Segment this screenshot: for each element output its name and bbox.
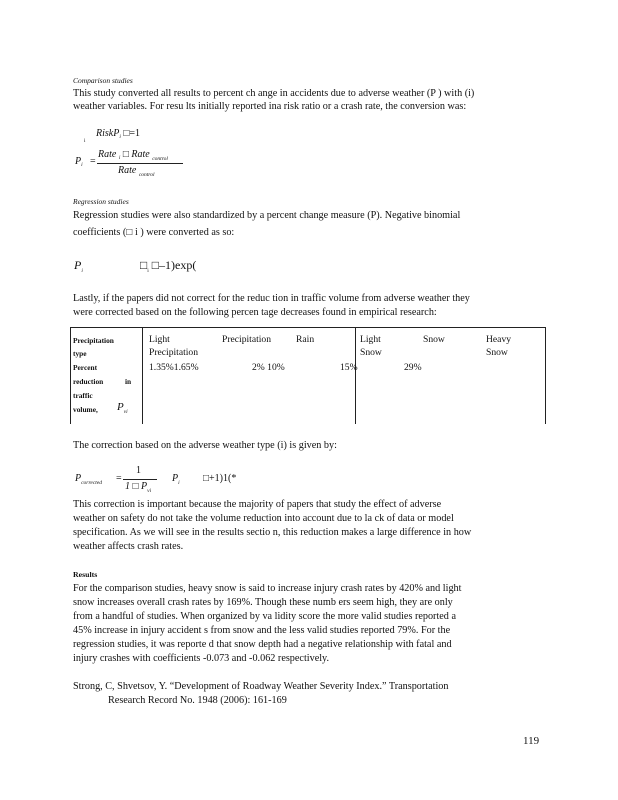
- table-col-precipitation: Precipitation: [222, 334, 272, 345]
- importance-line-2: weather on safety do not take the volume reduction into account due to la ck of data or model: [73, 513, 454, 524]
- formula3-lhs: $P_{corrected}$: [75, 473, 102, 486]
- table-col-rain: Rain: [296, 334, 315, 345]
- importance-line-1: This correction is important because the majority of papers that study the effect of adverse: [73, 499, 442, 510]
- table-value-2: 2% 10%: [252, 362, 285, 373]
- formula-i-mark: i: [84, 138, 86, 144]
- table-row-header-4b: in: [125, 377, 132, 386]
- results-line-4: 45% increase in injury accident s from snow and the less valid studies reported 79%. For the: [73, 625, 451, 636]
- results-line-5: regression studies, it was reporte d that snow depth had a negative relationship with fatal and: [73, 639, 452, 650]
- formula-denominator: Rate $_{control}$: [118, 165, 155, 178]
- table-value-4: 29%: [404, 362, 422, 373]
- results-line-1: For the comparison studies, heavy snow is said to increase injury crash rates by 420% and light: [73, 583, 462, 594]
- table-value-1: 1.35%1.65%: [149, 362, 199, 373]
- reference-line-2: Research Record No. 1948 (2006): 161-169: [108, 695, 287, 706]
- formula-lhs: $P_i$: [75, 156, 83, 168]
- results-line-2: snow increases overall crash rates by 169%. Though these numb ers seem high, they are only: [73, 597, 453, 608]
- table-col-light-precip-2: Precipitation: [149, 347, 199, 358]
- comparison-heading: Comparison studies: [73, 76, 133, 85]
- results-line-6: injury crashes with coefficients -0.073 and -0.062 respectively.: [73, 653, 330, 664]
- regression-line-1: Regression studies were also standardized by a percent change measure (P). Negative binomial: [73, 210, 461, 221]
- importance-line-3: specification. As we will see in the results sectio n, this reduction makes a large difference in how: [73, 527, 472, 538]
- formula3-denominator: 1 □ $P_{vi}$: [125, 481, 152, 494]
- table-row-header-2: type: [73, 349, 87, 358]
- formula3-tail: □+1)1(*: [203, 473, 237, 484]
- results-heading: Results: [73, 570, 98, 579]
- table-right-border: [545, 327, 546, 424]
- table-col-divider-1: [142, 327, 143, 424]
- comparison-line-2: weather variables. For resu lts initially reported ina risk ratio or a crash rate, the conversion was:: [73, 101, 467, 112]
- table-row-header-5: traffic: [73, 391, 93, 400]
- table-col-light-precip-1: Light: [149, 334, 170, 345]
- table-col-heavy-snow-1: Heavy: [486, 334, 512, 345]
- table-col-snow: Snow: [423, 334, 445, 345]
- formula2-rhs: $□_i$ □–1)exp(: [140, 258, 197, 274]
- results-line-3: from a handful of studies. When organized by va lidity score the more valid studies reported a: [73, 611, 456, 622]
- lastly-line-2: were corrected based on the following percen tage decreases found in empirical research:: [73, 307, 437, 318]
- lastly-line-1: Lastly, if the papers did not correct for the reduc tion in traffic volume from adverse weather they: [73, 293, 470, 304]
- table-left-border: [70, 327, 71, 424]
- table-col-light-snow-1: Light: [360, 334, 381, 345]
- formula3-fraction-bar: [123, 479, 157, 480]
- formula3-numerator: 1: [136, 465, 141, 476]
- comparison-line-1: This study converted all results to percent ch ange in accidents due to adverse weather (P ) with (i): [73, 88, 475, 99]
- table-row-header-1: Precipitation: [73, 336, 114, 345]
- table-col-heavy-snow-2: Snow: [486, 347, 508, 358]
- formula-fraction-bar: [97, 163, 183, 164]
- page-number: 119: [523, 735, 540, 747]
- formula-numerator: Rate $_i$ □ Rate $_{control}$: [98, 149, 168, 162]
- reference-line-1: Strong, C, Shvetsov, Y. “Development of Roadway Weather Severity Index.” Transportation: [73, 681, 449, 692]
- regression-heading: Regression studies: [73, 197, 129, 206]
- importance-line-4: weather affects crash rates.: [73, 541, 184, 552]
- formula2-lhs: $P_i$: [74, 258, 83, 274]
- table-col-divider-2: [355, 327, 356, 424]
- formula3-equals: =: [116, 473, 122, 484]
- table-col-light-snow-2: Snow: [360, 347, 382, 358]
- formula-risk: RiskP$_i$ □=1: [96, 128, 141, 140]
- table-value-3: 15%: [340, 362, 358, 373]
- formula-equals: =: [90, 156, 96, 167]
- formula3-p: $P_i$: [172, 473, 180, 486]
- regression-line-2: coefficients (□ i ) were converted as so:: [73, 227, 235, 238]
- table-row-header-6: volume,: [73, 405, 98, 414]
- table-row-header-symbol: $P_{vi}$: [117, 401, 128, 415]
- table-row-header-3: Percent: [73, 363, 98, 372]
- correction-line: The correction based on the adverse weather type (i) is given by:: [73, 440, 337, 451]
- table-row-header-4: reduction: [73, 377, 104, 386]
